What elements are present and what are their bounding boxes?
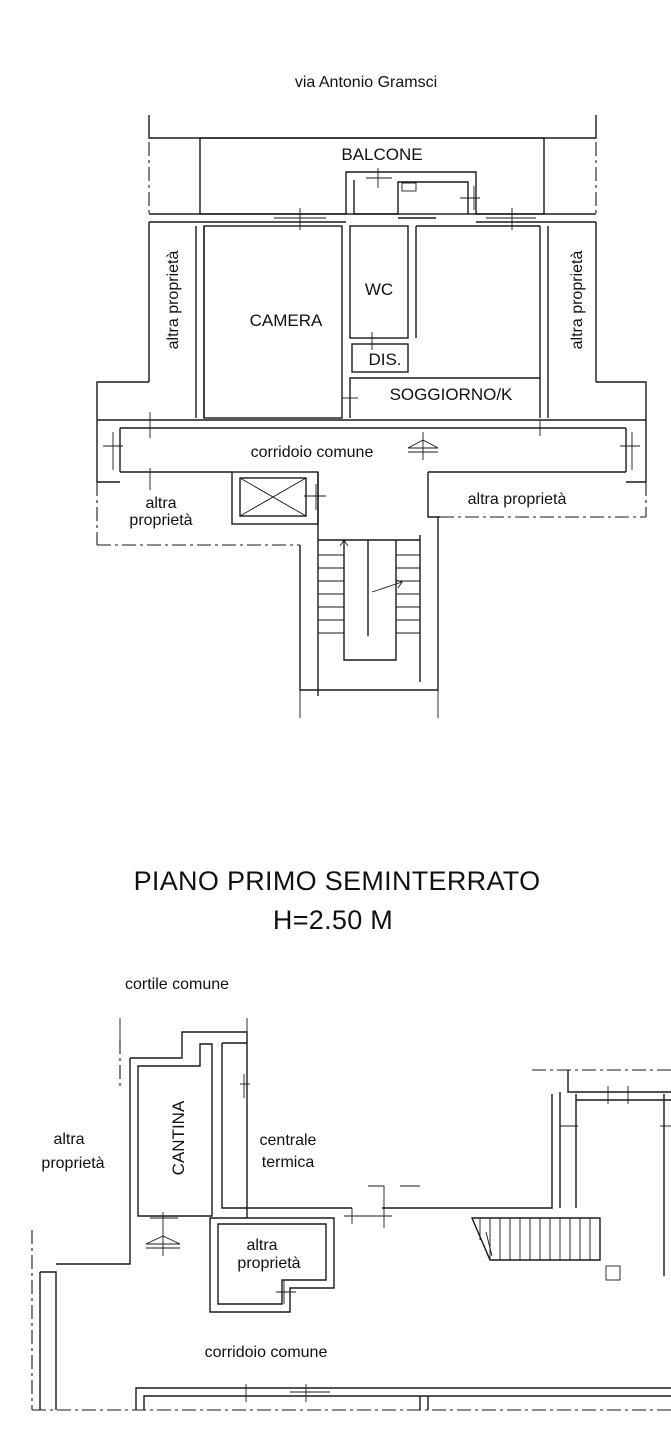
floor-heading <box>134 866 541 935</box>
mid-neighbor-line1: altra <box>246 1237 278 1254</box>
facade-wall <box>149 168 596 230</box>
lower-corridor-label: corridoio comune <box>204 1344 328 1361</box>
room-label-wc: WC <box>364 280 394 299</box>
lower-floor-plan <box>32 976 671 1410</box>
neighbor-mid-area <box>210 1218 334 1312</box>
heading-ceiling-height: H=2.50 M <box>272 905 394 935</box>
neighbor-right-vertical: altra proprietà <box>569 250 586 350</box>
courtyard-label: cortile comune <box>124 976 230 993</box>
neighbor-bottom-right: altra proprietà <box>467 491 567 508</box>
heading-floor-name: PIANO PRIMO SEMINTERRATO <box>133 866 541 896</box>
entry-arrow <box>146 1212 180 1256</box>
room-camera <box>204 226 342 418</box>
elevator-shaft <box>232 472 326 524</box>
room-label-soggiorno: SOGGIORNO/K <box>389 385 513 404</box>
neighbor-bottom-left-line2: proprietà <box>129 512 193 529</box>
lower-corridor <box>32 1344 671 1410</box>
cantina-label: CANTINA <box>169 1100 188 1176</box>
centrale-line1: centrale <box>259 1132 317 1149</box>
right-rooms <box>532 1070 671 1276</box>
upper-floor-plan <box>97 74 646 718</box>
courtyard-edge <box>120 1018 247 1088</box>
room-centrale-termica <box>222 1043 560 1228</box>
room-label-camera: CAMERA <box>249 311 323 330</box>
room-soggiorno <box>342 226 540 418</box>
staircase <box>300 517 438 718</box>
corridor-label: corridoio comune <box>250 444 374 461</box>
mid-neighbor-line2: proprietà <box>237 1255 301 1272</box>
street-edge <box>149 115 596 215</box>
balcony <box>200 138 544 214</box>
room-label-balcone: BALCONE <box>341 145 423 164</box>
left-neighbor-line1: altra <box>53 1131 85 1148</box>
neighbor-bottom-left-area <box>97 468 300 545</box>
neighbor-left-area <box>32 1131 105 1410</box>
neighbor-bottom-left-line1: altra <box>145 495 177 512</box>
room-wc <box>350 226 408 338</box>
street-label: via Antonio Gramsci <box>294 74 438 91</box>
neighbor-bottom-right-area <box>428 472 646 517</box>
room-label-dis: DIS. <box>368 350 402 369</box>
left-neighbor-line2: proprietà <box>41 1155 105 1172</box>
neighbor-left-vertical: altra proprietà <box>165 250 182 350</box>
centrale-line2: termica <box>261 1154 315 1171</box>
stair-down <box>472 1218 620 1280</box>
